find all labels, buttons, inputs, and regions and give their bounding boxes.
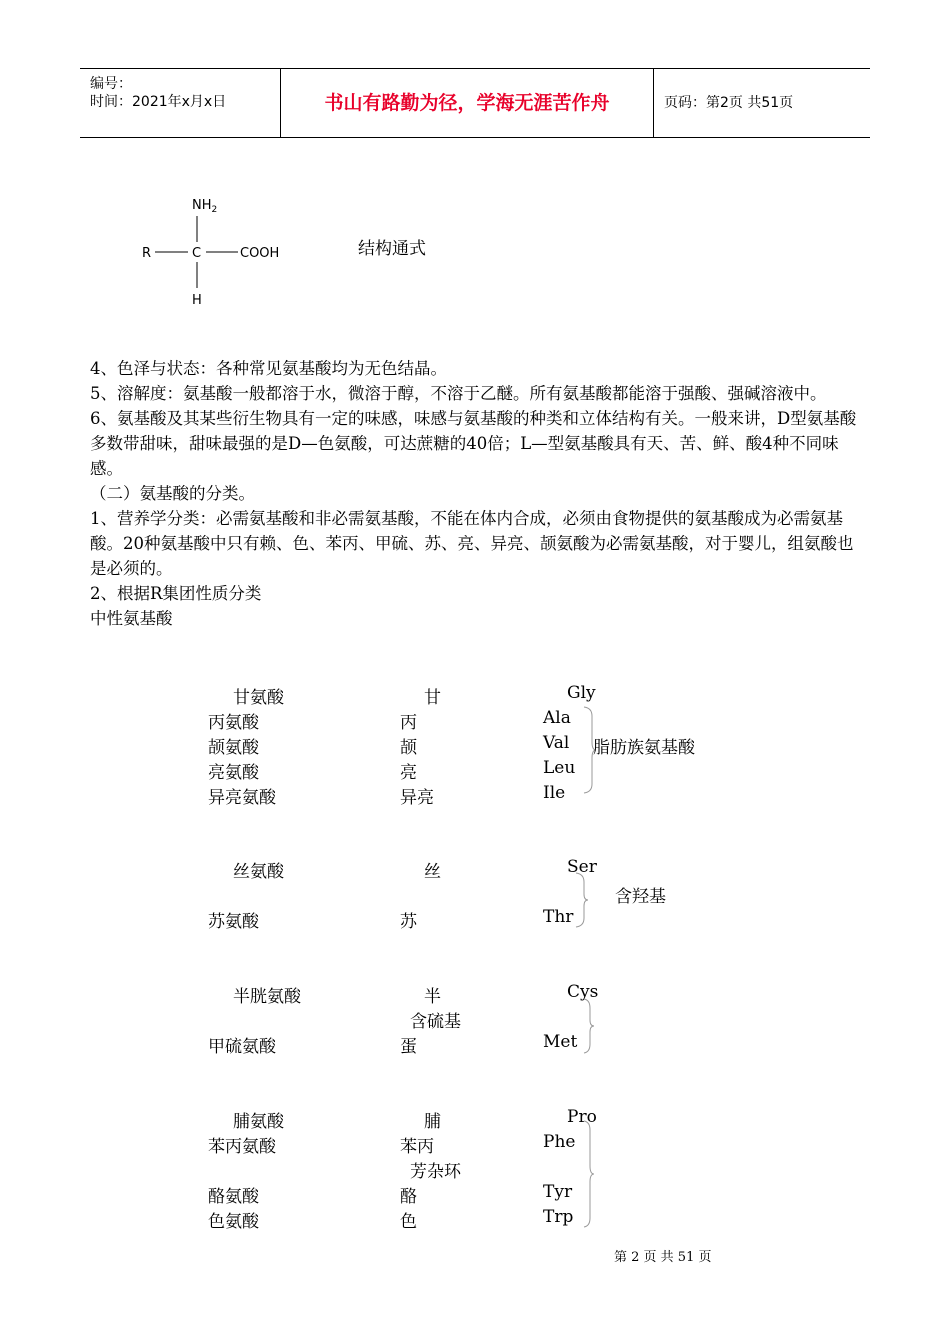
page-footer: 第 2 页 共 51 页 <box>614 1250 712 1265</box>
paragraph: 5、溶解度：氨基酸一般都溶于水，微溶于醇，不溶于乙醚。所有氨基酸都能溶于强酸、强碱溶液中。 <box>90 384 827 403</box>
amino-acid-code: Tyr <box>543 1182 573 1202</box>
amino-acid-code: Met <box>543 1032 578 1052</box>
formula-h: H <box>192 293 202 308</box>
amino-acid-name: 苯丙氨酸 <box>208 1137 276 1157</box>
amino-acid-abbr: 半 <box>424 987 441 1007</box>
paragraph: 中性氨基酸 <box>90 609 173 628</box>
amino-acid-name: 脯氨酸 <box>233 1112 284 1132</box>
amino-acid-abbr: 丙 <box>400 713 417 733</box>
amino-acid-name: 丝氨酸 <box>233 862 284 882</box>
formula-r: R <box>142 246 152 261</box>
document-number-label: 编号： <box>90 76 132 92</box>
amino-acid-code: Ser <box>567 857 597 877</box>
amino-acid-name: 苏氨酸 <box>208 912 259 932</box>
amino-acid-code: Leu <box>543 758 576 778</box>
paragraph: 6、氨基酸及其某些衍生物具有一定的味感，味感与氨基酸的种类和立体结构有关。一般来讲，D型氨基酸多数带甜味，甜味最强的是D—色氨酸，可达蔗糖的40倍；L—型氨基酸具有天、苦、鲜、酸4种不同味感。 <box>90 409 857 478</box>
formula-nh2: $NH_2$ <box>192 198 218 215</box>
amino-acid-code: Cys <box>567 982 599 1002</box>
amino-acid-name: 半胱氨酸 <box>233 987 301 1007</box>
amino-acid-abbr: 亮 <box>400 763 417 783</box>
formula-c: C <box>192 246 202 261</box>
group-label: 含硫基 <box>410 1012 461 1032</box>
amino-acid-abbr: 颉 <box>400 738 417 758</box>
amino-acid-code: Ala <box>543 708 571 728</box>
amino-acid-name: 亮氨酸 <box>208 763 259 783</box>
amino-acid-code: Pro <box>567 1107 597 1127</box>
group-brace <box>582 998 596 1054</box>
formula-cooh: COOH <box>240 246 280 261</box>
section-heading: （二）氨基酸的分类。 <box>90 484 255 503</box>
amino-acid-abbr: 甘 <box>424 688 441 708</box>
body-text <box>90 356 865 631</box>
amino-acid-code: Thr <box>543 907 574 927</box>
amino-acid-name: 丙氨酸 <box>208 713 259 733</box>
group-label: 含羟基 <box>615 887 666 907</box>
amino-acid-name: 色氨酸 <box>208 1212 259 1232</box>
amino-acid-code: Trp <box>543 1207 574 1227</box>
amino-acid-abbr: 色 <box>400 1212 417 1232</box>
amino-acid-abbr: 酪 <box>400 1187 417 1207</box>
page-header <box>80 68 870 138</box>
amino-acid-name: 酪氨酸 <box>208 1187 259 1207</box>
paragraph: 1、营养学分类：必需氨基酸和非必需氨基酸，不能在体内合成，必须由食物提供的氨基酸成为必需氨基酸。20种氨基酸中只有赖、色、苯丙、甲硫、苏、亮、异亮、颉氨酸为必需氨基酸，对于婴儿，组氨酸也是必须的。 <box>90 509 854 578</box>
amino-acid-code: Ile <box>543 783 566 803</box>
amino-acid-name: 甲硫氨酸 <box>208 1037 276 1057</box>
header-page-info: 页码：第2页 共51页 <box>664 95 794 111</box>
amino-acid-abbr: 苏 <box>400 912 417 932</box>
amino-acid-abbr: 异亮 <box>400 788 434 808</box>
group-brace <box>574 872 590 928</box>
header-motto: 书山有路勤为径，学海无涯苦作舟 <box>281 69 654 137</box>
amino-acid-abbr: 丝 <box>424 862 441 882</box>
amino-acid-name: 异亮氨酸 <box>208 788 276 808</box>
amino-acid-name: 颉氨酸 <box>208 738 259 758</box>
document-time-label: 时间：2021年x月x日 <box>90 94 227 110</box>
group-brace <box>582 1120 596 1228</box>
group-label: 脂肪族氨基酸 <box>593 738 695 758</box>
amino-acid-abbr: 苯丙 <box>400 1137 434 1157</box>
header-meta-cell <box>80 69 281 137</box>
amino-acid-structural-formula <box>130 190 310 310</box>
paragraph: 2、根据R集团性质分类 <box>90 584 262 603</box>
group-label: 芳杂环 <box>410 1162 461 1182</box>
amino-acid-code: Gly <box>567 683 596 703</box>
amino-acid-code: Val <box>543 733 570 753</box>
paragraph: 4、色泽与状态：各种常见氨基酸均为无色结晶。 <box>90 359 447 378</box>
amino-acid-abbr: 脯 <box>424 1112 441 1132</box>
amino-acid-code: Phe <box>543 1132 576 1152</box>
amino-acid-abbr: 蛋 <box>400 1037 417 1057</box>
formula-label: 结构通式 <box>358 239 426 259</box>
amino-acid-name: 甘氨酸 <box>233 688 284 708</box>
